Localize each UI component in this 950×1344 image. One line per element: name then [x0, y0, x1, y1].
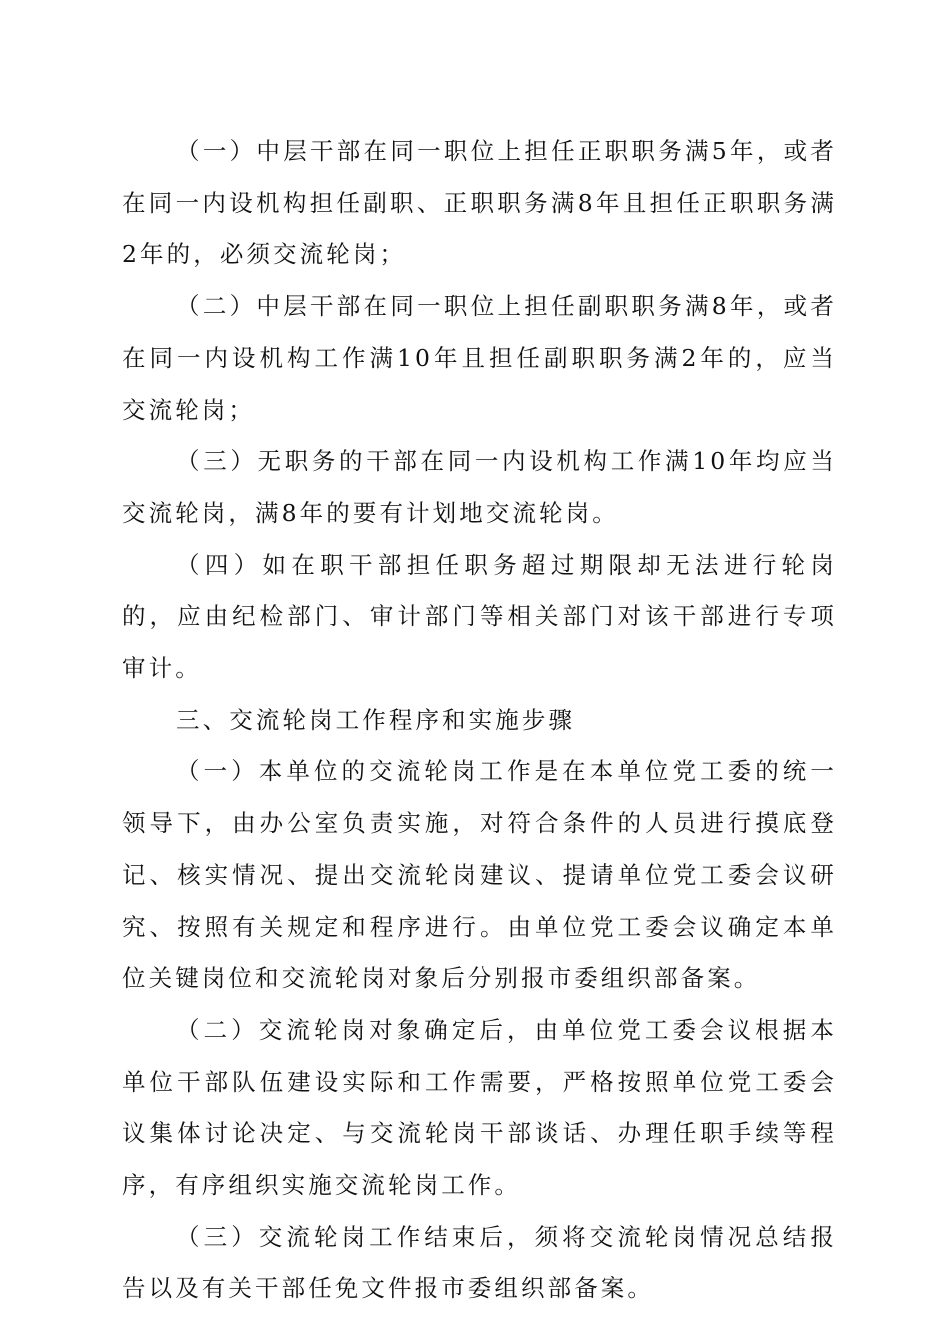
paragraph-6: （二）交流轮岗对象确定后，由单位党工委会议根据本单位干部队伍建设实际和工作需要，严格按照单位党工委会议集体讨论决定、与交流轮岗干部谈话、办理任职手续等程序，有序组织实施交流轮岗工作。 — [122, 1015, 837, 1200]
paragraph-5: （一）本单位的交流轮岗工作是在本单位党工委的统一领导下，由办公室负责实施，对符合条件的人员进行摸底登记、核实情况、提出交流轮岗建议、提请单位党工委会议研究、按照有关规定和程序进行。由单位党工委会议确定本单位关键岗位和交流轮岗对象后分别报市委组织部备案。 — [122, 757, 837, 993]
paragraph-1: （一）中层干部在同一职位上担任正职职务满5年，或者在同一内设机构担任副职、正职职务满8年且担任正职职务满2年的，必须交流轮岗； — [122, 137, 837, 269]
paragraph-2: （二）中层干部在同一职位上担任副职职务满8年，或者在同一内设机构工作满10年且担任副职职务满2年的，应当交流轮岗； — [122, 292, 837, 424]
paragraph-4: （四）如在职干部担任职务超过期限却无法进行轮岗的，应由纪检部门、审计部门等相关部门对该干部进行专项审计。 — [122, 550, 837, 683]
paragraph-7: （三）交流轮岗工作结束后，须将交流轮岗情况总结报告以及有关干部任免文件报市委组织部备案。 — [122, 1222, 837, 1303]
paragraph-3: （三）无职务的干部在同一内设机构工作满10年均应当交流轮岗，满8年的要有计划地交流轮岗。 — [122, 447, 837, 527]
section-heading: 三、交流轮岗工作程序和实施步骤 — [176, 705, 576, 734]
document-body — [122, 126, 837, 1315]
